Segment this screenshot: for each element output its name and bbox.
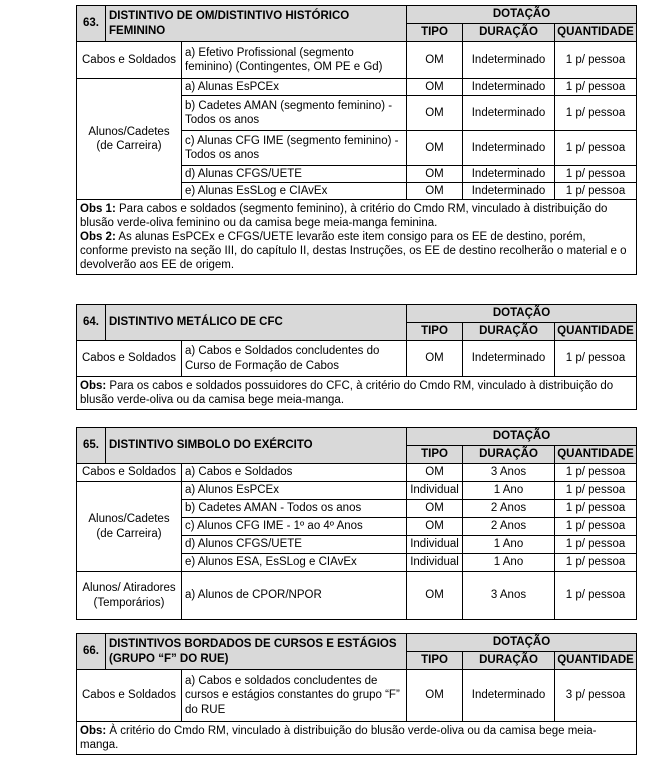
table-row	[77, 341, 637, 377]
duracao-cell: Indeterminado	[463, 183, 555, 200]
item-cell: d) Alunos CFGS/UETE	[182, 536, 407, 554]
obs-text: As alunas EsPCEx e CFGS/UETE levarão este item consigo para os EE de destino, porém, conforme previsto na seção III, do capítulo II, destas Instruções, os EE de destino recolherão o material e o devolverão aos EE de origem.	[80, 231, 627, 272]
quantidade-cell: 1 p/ pessoa	[555, 42, 637, 79]
section-number: 63.	[77, 6, 106, 42]
quantidade-cell: 1 p/ pessoa	[555, 166, 637, 183]
quantidade-cell: 1 p/ pessoa	[555, 500, 637, 518]
quantidade-cell: 1 p/ pessoa	[555, 131, 637, 166]
section-title: DISTINTIVO DE OM/DISTINTIVO HISTÓRICO FEMININO	[106, 6, 407, 42]
obs-cell	[77, 377, 637, 410]
tipo-cell: Individual	[407, 554, 463, 572]
quantidade-cell: 1 p/ pessoa	[555, 464, 637, 482]
quantidade-cell: 1 p/ pessoa	[555, 536, 637, 554]
duracao-cell: Indeterminado	[463, 670, 555, 722]
duracao-cell: 3 Anos	[463, 572, 555, 620]
obs-1	[80, 202, 633, 230]
duracao-cell: Indeterminado	[463, 166, 555, 183]
tipo-cell: OM	[407, 670, 463, 722]
duracao-header: DURAÇÃO	[463, 652, 555, 670]
item-cell: a) Cabos e soldados concludentes de cursos e estágios constantes do grupo “F” do RUE	[182, 670, 407, 722]
obs-text: À critério do Cmdo RM, vinculado à distribuição do blusão verde-oliva ou da camisa bege meia-manga.	[80, 725, 597, 752]
tipo-cell: Individual	[407, 482, 463, 500]
item-cell: e) Alunas EsSLog e CIAvEx	[182, 183, 407, 200]
item-cell: e) Alunos ESA, EsSLog e CIAvEx	[182, 554, 407, 572]
dotacao-header: DOTAÇÃO	[407, 428, 637, 446]
duracao-cell: 1 Ano	[463, 482, 555, 500]
section-title: DISTINTIVOS BORDADOS DE CURSOS E ESTÁGIOS (GRUPO “F” DO RUE)	[106, 634, 407, 670]
duracao-cell: 1 Ano	[463, 536, 555, 554]
category-cell: Cabos e Soldados	[77, 341, 182, 377]
category-cell: Alunos/Cadetes (de Carreira)	[77, 482, 182, 572]
table-row	[77, 42, 637, 79]
quantidade-header: QUANTIDADE	[555, 24, 637, 42]
dotacao-header: DOTAÇÃO	[407, 6, 637, 24]
category-cell: Alunos/ Atiradores (Temporários)	[77, 572, 182, 620]
tipo-cell: OM	[407, 183, 463, 200]
obs-row	[77, 722, 637, 755]
item-cell: b) Cadetes AMAN - Todos os anos	[182, 500, 407, 518]
item-cell: a) Alunos de CPOR/NPOR	[182, 572, 407, 620]
tipo-header: TIPO	[407, 24, 463, 42]
section-number: 64.	[77, 305, 106, 341]
obs-row	[77, 200, 637, 275]
dotacao-header: DOTAÇÃO	[407, 305, 637, 323]
obs-cell	[77, 200, 637, 275]
duracao-header: DURAÇÃO	[463, 323, 555, 341]
obs-2	[80, 230, 633, 272]
obs-text: Para cabos e soldados (segmento feminino), à critério do Cmdo RM, vinculado à distribuição do blusão verde-oliva feminino ou da camisa bege meia-manga feminina.	[80, 203, 608, 230]
tipo-cell: Individual	[407, 536, 463, 554]
quantidade-cell: 1 p/ pessoa	[555, 518, 637, 536]
tipo-cell: OM	[407, 572, 463, 620]
item-cell: d) Alunas CFGS/UETE	[182, 166, 407, 183]
obs-label: Obs 1:	[80, 203, 116, 215]
quantidade-cell: 1 p/ pessoa	[555, 554, 637, 572]
table-row	[77, 670, 637, 722]
section-title: DISTINTIVO SIMBOLO DO EXÉRCITO	[106, 428, 407, 464]
tipo-cell: OM	[407, 166, 463, 183]
quantidade-header: QUANTIDADE	[555, 652, 637, 670]
quantidade-cell: 3 p/ pessoa	[555, 670, 637, 722]
tipo-header: TIPO	[407, 323, 463, 341]
duracao-cell: Indeterminado	[463, 341, 555, 377]
item-cell: c) Alunas CFG IME (segmento feminino) - Todos os anos	[182, 131, 407, 166]
duracao-cell: 2 Anos	[463, 518, 555, 536]
category-cell: Cabos e Soldados	[77, 42, 182, 79]
obs-1	[80, 724, 633, 752]
quantidade-cell: 1 p/ pessoa	[555, 183, 637, 200]
tipo-cell: OM	[407, 464, 463, 482]
duracao-cell: 1 Ano	[463, 554, 555, 572]
quantidade-cell: 1 p/ pessoa	[555, 96, 637, 131]
item-cell: b) Cadetes AMAN (segmento feminino) - Todos os anos	[182, 96, 407, 131]
category-cell: Alunos/Cadetes (de Carreira)	[77, 79, 182, 200]
tipo-cell: OM	[407, 79, 463, 96]
tipo-cell: OM	[407, 518, 463, 536]
item-cell: a) Efetivo Profissional (segmento feminino) (Contingentes, OM PE e Gd)	[182, 42, 407, 79]
table-row	[77, 572, 637, 620]
obs-1	[80, 379, 633, 407]
item-cell: a) Cabos e Soldados	[182, 464, 407, 482]
section-66-table	[76, 633, 637, 755]
table-row	[77, 482, 637, 500]
category-cell: Cabos e Soldados	[77, 670, 182, 722]
category-cell: Cabos e Soldados	[77, 464, 182, 482]
section-number: 65.	[77, 428, 106, 464]
quantidade-cell: 1 p/ pessoa	[555, 79, 637, 96]
duracao-cell: Indeterminado	[463, 96, 555, 131]
tipo-cell: OM	[407, 42, 463, 79]
duracao-header: DURAÇÃO	[463, 24, 555, 42]
item-cell: c) Alunos CFG IME - 1º ao 4º Anos	[182, 518, 407, 536]
quantidade-cell: 1 p/ pessoa	[555, 482, 637, 500]
tipo-cell: OM	[407, 341, 463, 377]
tipo-header: TIPO	[407, 446, 463, 464]
tipo-header: TIPO	[407, 652, 463, 670]
quantidade-cell: 1 p/ pessoa	[555, 572, 637, 620]
section-title: DISTINTIVO METÁLICO DE CFC	[106, 305, 407, 341]
dotacao-header: DOTAÇÃO	[407, 634, 637, 652]
obs-label: Obs:	[80, 380, 107, 392]
duracao-cell: Indeterminado	[463, 42, 555, 79]
duracao-cell: 3 Anos	[463, 464, 555, 482]
tipo-cell: OM	[407, 500, 463, 518]
section-65-table	[76, 427, 637, 620]
obs-label: Obs 2:	[80, 231, 116, 244]
quantidade-cell: 1 p/ pessoa	[555, 341, 637, 377]
quantidade-header: QUANTIDADE	[555, 446, 637, 464]
obs-text: Para os cabos e soldados possuidores do CFC, à critério do Cmdo RM, vinculado à distribuição do blusão verde-oliva ou da camisa bege meia-manga.	[80, 380, 614, 407]
table-row	[77, 79, 637, 96]
tipo-cell: OM	[407, 96, 463, 131]
obs-cell	[77, 722, 637, 755]
duracao-cell: Indeterminado	[463, 79, 555, 96]
tipo-cell: OM	[407, 131, 463, 166]
duracao-cell: Indeterminado	[463, 131, 555, 166]
section-63-table	[76, 5, 637, 275]
quantidade-header: QUANTIDADE	[555, 323, 637, 341]
section-number: 66.	[77, 634, 106, 670]
obs-label: Obs:	[80, 725, 107, 737]
section-64-table	[76, 304, 637, 410]
duracao-header: DURAÇÃO	[463, 446, 555, 464]
item-cell: a) Alunos EsPCEx	[182, 482, 407, 500]
item-cell: a) Alunas EsPCEx	[182, 79, 407, 96]
table-row	[77, 464, 637, 482]
duracao-cell: 2 Anos	[463, 500, 555, 518]
obs-row	[77, 377, 637, 410]
item-cell: a) Cabos e Soldados concludentes do Curso de Formação de Cabos	[182, 341, 407, 377]
